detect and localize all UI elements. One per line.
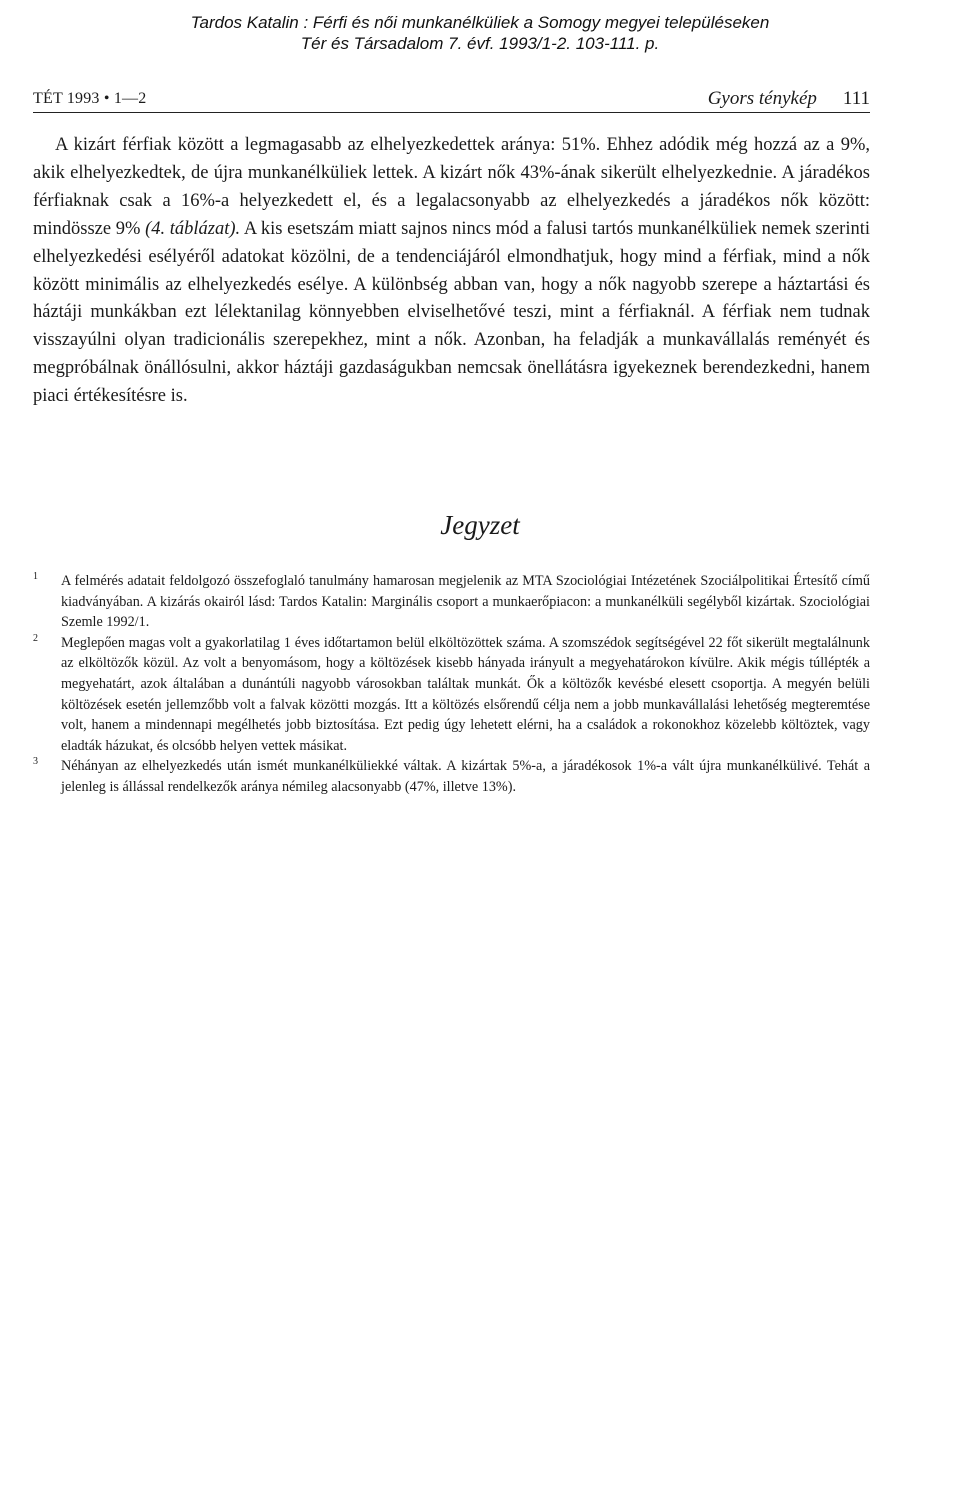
- table-reference: (4. táblázat).: [145, 218, 241, 239]
- body-text-part1: A kizárt férfiak között a legmagasabb az elhelyezkedettek aránya: 51%. Ehhez adódik még hozzá az a 9%, akik elhelyezkedtek, de újra munkanélküliek lettek. A kizárt nők 43%-ának sikerült elhelyezkednie. A járadékos férfiaknak csak a 16%-a helyezkedett el, és a legalacsonyabb az elhelyezkedés a járadékos nők között: mindössze 9%: [33, 135, 870, 239]
- footnote: [33, 633, 870, 757]
- footnote-text: Néhányan az elhelyezkedés után ismét munkanélküliekké váltak. A kizártak 5%-a, a járadékosok 1%-a vált újra munkanélkülivé. Tehát a jelenleg is állással rendelkezők aránya némileg alacsonyabb (47%, illetve 13%).: [61, 758, 870, 795]
- body-text: [33, 132, 870, 411]
- footnote-text: Meglepően magas volt a gyakorlatilag 1 éves időtartamon belül elköltözöttek száma. A szomszédok segítségével 22 főt sikerült megtalálnunk az elköltözők közül. Az volt a benyomásom, hogy a költözések kisebb hányada irányult a megyehatárokon kívülre. Akik mégis túllépték a megyehatárt, azok általában a dunántúli nagyobb városokban találtak munkát. Ők a költözők kevésbé elesett csoportja. A megyén belüli költözések esetén jellemzőbb volt a falvak közötti mozgás. Itt a költözés elsőrendű célja nem a jobb munkavállalási lehetőség megteremtése volt, hanem a mindennapi megélhetés jobb biztosítása. Ezt pedig úgy lehetett elérni, ha a családok a rokonokhoz közelebb költöztek, vagy eladták házukat, és olcsóbb helyen vettek másikat.: [61, 634, 870, 754]
- page-number: 111: [842, 88, 870, 109]
- footnote-number: 2: [33, 632, 38, 644]
- footnote: [33, 756, 870, 797]
- footnote-text: A felmérés adatait feldolgozó összefoglaló tanulmány hamarosan megjelenik az MTA Szociológiai Intézetének Szociálpolitikai Értesítő című kiadványában. A kizárás okairól lásd: Tardos Katalin: Marginális csoport a munkaerőpiacon: a munkanélküli segélyből kizártak. Szociológiai Szemle 1992/1.: [61, 573, 870, 631]
- footnote-number: 3: [33, 756, 38, 768]
- running-head: [33, 86, 870, 113]
- body-paragraph: [33, 132, 870, 411]
- journal-issue: TÉT 1993 • 1—2: [33, 90, 147, 107]
- notes-list: [33, 571, 870, 798]
- section-header: [708, 88, 870, 110]
- citation-banner: [0, 12, 960, 54]
- footnote: [33, 571, 870, 633]
- citation-source: Tér és Társadalom 7. évf. 1993/1-2. 103-111. p.: [300, 34, 660, 53]
- body-text-part2: A kis esetszám miatt sajnos nincs mód a falusi tartós munkanélküliek nemek szerinti elhelyezkedési esélyéről adatokat közölni, de a tendenciájáról elmondhatjuk, hogy mind a férfiak, mind a nők között minimális az elhelyezkedés esélye. A különbség abban van, hogy a nők nagyobb szerepe a háztartási és háztáji munkákban ezt lélektanilag könnyebben elviselhetővé teszi, mint a férfiaknál. A férfiak nem tudnak visszayúlni olyan tradicionális szerepekhez, mint a nők. Azonban, ha feladják a munkavállalás reményét és megpróbálnak önállósulni, akkor háztáji gazdaságukban nemcsak önellátásra igyekeznek berendezkedni, hanem piaci értékesítésre is.: [33, 218, 870, 407]
- footnote-number: 1: [33, 571, 38, 582]
- section-title: Gyors ténykép: [707, 88, 817, 109]
- citation-title: Tardos Katalin : Férfi és női munkanélküliek a Somogy megyei településeken: [190, 13, 770, 32]
- notes-heading: Jegyzet: [440, 510, 520, 540]
